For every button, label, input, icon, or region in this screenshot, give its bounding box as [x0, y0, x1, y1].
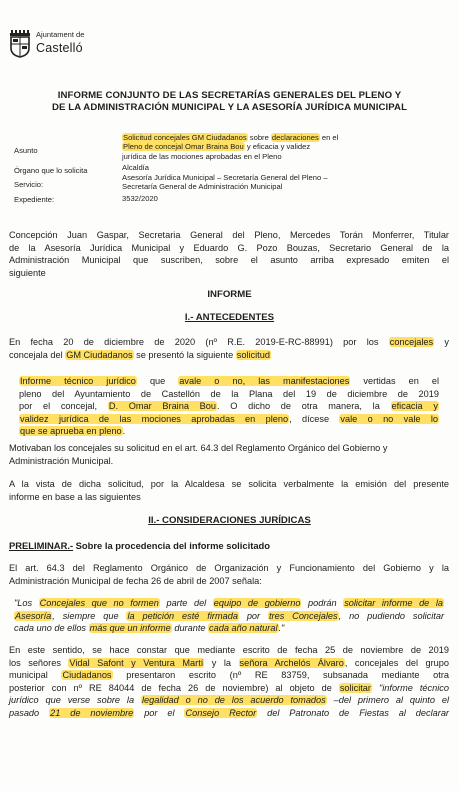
highlight: solicitud	[236, 349, 270, 360]
logo-line-1: Ajuntament de	[36, 30, 85, 39]
reglamento-quote: "Los Concejales que no formen parte del equipo de gobierno podrán solicitar informe de la Asesoría, siempre que la petición esté firmada por tres Concejales, no pudiendo solicitar cada uno de ellos más que un informe durante cada año natural."	[14, 598, 445, 634]
highlight: D. Omar Braina Bou	[108, 401, 216, 412]
highlight: eficacia y	[391, 401, 438, 412]
highlight: que se aprueba en pleno	[20, 426, 122, 437]
highlight: tres Concejales	[268, 610, 338, 621]
highlight: solicitar	[339, 682, 371, 693]
asunto-value: Solicitud concejales GM Ciudadanos sobre declaraciones en el Pleno de concejal Omar Braina Bou y eficacia y validez jurídica de las mociones aprobadas en el Pleno	[122, 133, 339, 161]
organo-label: Órgano que lo solicita	[14, 166, 88, 175]
highlight: legalidad o no de los acuerdo tomados	[141, 695, 326, 706]
logo-line-2: Castelló	[36, 41, 83, 55]
document-title-line-1: INFORME CONJUNTO DE LAS SECRETARÍAS GENERALES DEL PLENO Y	[57, 90, 402, 101]
highlight: vale o no vale lo	[340, 413, 438, 424]
preliminar-paragraph-2: En este sentido, se hace constar que mediante escrito de fecha 25 de noviembre de 2019 los señores Vidal Safont y Ventura Martí y la señora Archelós Álvaro, concejales del grupo municipal Ciudadanos presentaron escrito (nº RE 83759, subsanada mediante otra posterior con nº RE 84044 de fecha 26 de noviembre) al objeto de solicitar "informe técnico jurídico que verse sobre la legalidad o no de los acuerdo tomados –del primero al quinto el pasado 21 de noviembre por el Consejo Rector del Patronato de Fiestas al declarar	[9, 645, 449, 718]
servicio-label: Servicio:	[14, 180, 44, 189]
servicio-value: Asesoría Jurídica Municipal – Secretaría General del Pleno – Secretaría General de Administración Municipal	[122, 173, 328, 192]
highlight: cada año natural	[209, 623, 278, 634]
highlight: Concejales que no formen	[39, 598, 159, 608]
highlight: Asesoría	[15, 610, 52, 621]
highlight: la petición esté firmada	[127, 610, 238, 621]
highlight: solicitar informe de la	[344, 598, 443, 608]
preliminar-paragraph-1: El art. 64.3 del Reglamento Orgánico de Organización y Funcionamiento del Gobierno y la Administración Municipal de fecha 26 de abril de 2007 señala:	[9, 563, 449, 586]
castello-logo	[8, 26, 126, 62]
highlight: señora Archelós Álvaro	[239, 657, 344, 668]
asunto-highlight: declaraciones	[271, 133, 319, 142]
highlight: avale o no, las manifestaciones	[179, 376, 350, 386]
consideraciones-heading: II.- CONSIDERACIONES JURÍDICAS	[148, 515, 311, 526]
antecedentes-paragraph-2: Motivaban los concejales su solicitud en el art. 64.3 del Reglamento Orgánico del Gobierno y Administración Municipal.	[9, 443, 388, 466]
highlight: Vidal Safont y Ventura Martí	[69, 657, 204, 668]
asunto-label: Asunto	[14, 146, 38, 155]
highlight: validez jurídica de las mociones aprobadas en pleno	[20, 413, 289, 424]
document-title-line-2: DE LA ADMINISTRACIÓN MUNICIPAL Y LA ASESORÍA JURÍDICA MUNICIPAL	[51, 102, 408, 113]
organo-value: Alcaldía	[122, 163, 150, 172]
expediente-value: 3532/2020	[122, 194, 158, 203]
highlight: Informe técnico jurídico	[20, 376, 136, 386]
antecedentes-heading: I.- ANTECEDENTES	[184, 312, 275, 323]
highlight: Consejo Rector	[185, 707, 257, 718]
intro-paragraph: Concepción Juan Gaspar, Secretaria General del Pleno, Mercedes Torán Monferrer, Titular de la Asesoría Jurídica Municipal y Eduardo G. Pozo Bouzas, Secretario General de la Administración Municipal que suscriben, sobre el asunto arriba expresado emiten el siguiente	[9, 230, 449, 278]
antecedentes-paragraph-3: A la vista de dicha solicitud, por la Alcaldesa se solicita verbalmente la emisión del presente informe en base a las siguientes	[9, 479, 449, 502]
highlight: 21 de noviembre	[50, 707, 134, 718]
highlight: más que un informe	[89, 623, 171, 634]
highlight: equipo de gobierno	[213, 598, 301, 608]
highlight: concejales	[389, 337, 434, 347]
highlight: Ciudadanos	[62, 670, 112, 681]
solicitud-quote: Informe técnico jurídico que avale o no, las manifestaciones vertidas en el pleno del Ayuntamiento de Castellón de la Plana del 19 de diciembre de 2019 por el concejal, D. Omar Braina Bou. O dicho de otra manera, la eficacia y validez jurídica de las mociones aprobadas en pleno, dícese vale o no vale lo que se aprueba en pleno.	[19, 376, 439, 437]
preliminar-heading: PRELIMINAR.- Sobre la procedencia del informe solicitado	[9, 540, 270, 551]
antecedentes-paragraph-1: En fecha 20 de diciembre de 2020 (nº R.E. 2019-E-RC-88991) por los concejales y concejala del GM Ciudadanos se presentó la siguiente solicitud	[9, 337, 449, 360]
coat-of-arms-icon	[8, 28, 32, 58]
expediente-label: Expediente:	[14, 195, 55, 204]
asunto-highlight: Solicitud concejales GM Ciudadanos	[123, 133, 247, 142]
asunto-highlight: Pleno de concejal Omar Braina Bou	[123, 142, 244, 152]
informe-heading: INFORME	[207, 289, 252, 300]
highlight: GM Ciudadanos	[66, 349, 133, 360]
